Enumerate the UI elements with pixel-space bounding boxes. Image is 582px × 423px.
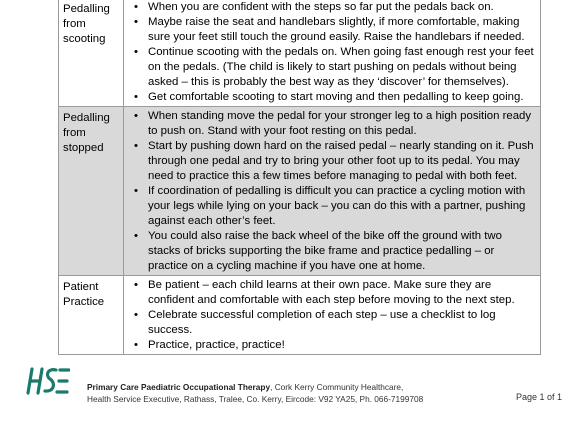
bullet-icon: • bbox=[134, 16, 138, 28]
list-item bbox=[124, 184, 536, 229]
list-item bbox=[124, 109, 536, 139]
instructions-table bbox=[58, 0, 541, 355]
step-content bbox=[124, 0, 541, 107]
bullet-text: If coordination of pedalling is difficult you can practice a cycling motion with your legs while lying on your back – you can do this with a partner, pushing against each other’s feet. bbox=[148, 185, 526, 227]
bullet-text: Be patient – each child learns at their own pace. Make sure they are confident and comfortable with each step before moving to the next step. bbox=[148, 279, 515, 306]
list-item bbox=[124, 15, 536, 45]
step-label: Patient Practice bbox=[59, 276, 124, 355]
hse-logo-icon bbox=[26, 366, 70, 396]
organisation-region: , Cork Kerry Community Healthcare, bbox=[270, 382, 404, 392]
bullet-list bbox=[124, 276, 540, 354]
step-label: Pedalling from scooting bbox=[59, 0, 124, 107]
bullet-icon: • bbox=[134, 230, 138, 242]
page-footer bbox=[0, 355, 582, 415]
table-row bbox=[59, 276, 541, 355]
list-item bbox=[124, 139, 536, 184]
organisation-address bbox=[87, 381, 423, 405]
list-item bbox=[124, 338, 536, 353]
bullet-text: Celebrate successful completion of each step – use a checklist to log success. bbox=[148, 309, 496, 336]
table-row bbox=[59, 0, 541, 107]
organisation-name: Primary Care Paediatric Occupational Therapy bbox=[87, 382, 271, 392]
bullet-text: When you are confident with the steps so far put the pedals back on. bbox=[148, 1, 494, 13]
page-number: Page 1 of 1 bbox=[515, 392, 562, 402]
address-line: Health Service Executive, Rathass, Tralee, Co. Kerry, Eircode: V92 YA25, Ph. 066-7199708 bbox=[87, 394, 424, 404]
list-item bbox=[124, 45, 536, 90]
list-item bbox=[124, 278, 536, 308]
bullet-text: Maybe raise the seat and handlebars slightly, if more comfortable, making sure your feet still touch the ground easily. Raise the handlebars if needed. bbox=[148, 16, 525, 43]
bullet-icon: • bbox=[134, 185, 138, 197]
list-item bbox=[124, 308, 536, 338]
bullet-icon: • bbox=[134, 140, 138, 152]
bullet-icon: • bbox=[134, 309, 138, 321]
bullet-text: Continue scooting with the pedals on. When going fast enough rest your feet on the pedals. (The child is likely to start pushing on pedals without being asked – this is probably the best way as they ‘discover’ for themselves). bbox=[148, 46, 534, 88]
bullet-text: Get comfortable scooting to start moving and then pedalling to keep going. bbox=[148, 91, 524, 103]
list-item bbox=[124, 90, 536, 105]
bullet-icon: • bbox=[134, 1, 138, 13]
bullet-icon: • bbox=[134, 279, 138, 291]
bullet-text: Start by pushing down hard on the raised pedal – nearly standing on it. Push through one pedal and try to bring your other foot up to its pedal. You may need to practice this a few times before managing to pedal with both feet. bbox=[148, 140, 534, 182]
step-content bbox=[124, 107, 541, 276]
bullet-text: You could also raise the back wheel of the bike off the ground with two stacks of bricks supporting the bike frame and practice pedalling – or practice on a cycling machine if you have one at home. bbox=[148, 230, 502, 272]
bullet-list bbox=[124, 107, 540, 275]
step-label: Pedalling from stopped bbox=[59, 107, 124, 276]
table-row bbox=[59, 107, 541, 276]
bullet-icon: • bbox=[134, 46, 138, 58]
bullet-list bbox=[124, 0, 540, 106]
bullet-icon: • bbox=[134, 339, 138, 351]
list-item bbox=[124, 0, 536, 15]
step-content bbox=[124, 276, 541, 355]
bullet-icon: • bbox=[134, 110, 138, 122]
bullet-text: When standing move the pedal for your stronger leg to a high position ready to push on. Stand with your foot resting on this pedal. bbox=[148, 110, 532, 137]
bullet-icon: • bbox=[134, 91, 138, 103]
list-item bbox=[124, 229, 536, 274]
bullet-text: Practice, practice, practice! bbox=[148, 339, 285, 351]
